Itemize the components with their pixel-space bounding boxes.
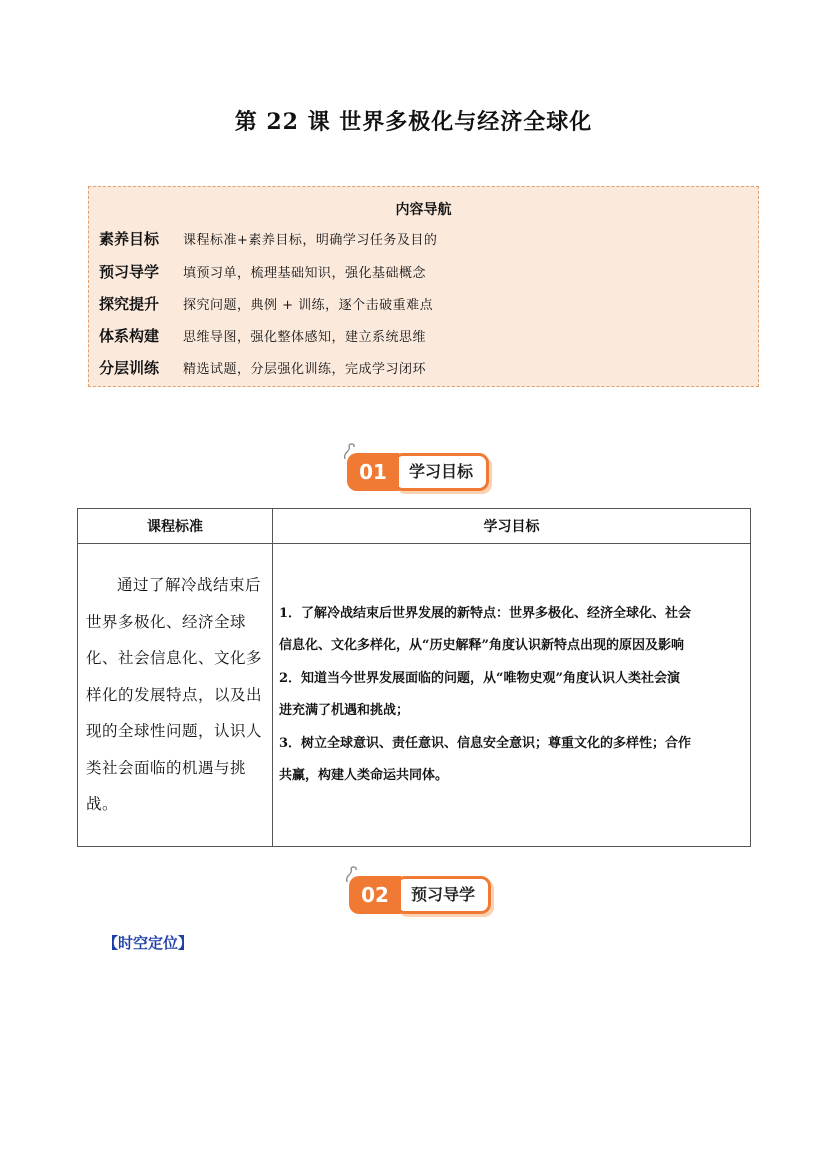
nav-row bbox=[99, 322, 426, 350]
nav-key: 探究提升 bbox=[99, 295, 160, 313]
nav-row bbox=[99, 354, 426, 382]
content-navigation-box bbox=[88, 186, 759, 387]
nav-heading: 内容导航 bbox=[395, 202, 452, 218]
nav-value: 思维导图，强化整体感知，建立系统思维 bbox=[183, 330, 427, 345]
badge-label: 学习目标 bbox=[393, 453, 489, 491]
nav-row bbox=[99, 290, 433, 318]
header-course-standard: 课程标准 bbox=[78, 509, 273, 544]
page-title: 第 22 课 世界多极化与经济全球化 bbox=[234, 109, 593, 135]
objective-line: 进充满了机遇和挑战； bbox=[279, 703, 410, 718]
nav-row bbox=[99, 258, 426, 286]
objective-line: 2．知道当今世界发展面临的问题，从“唯物史观”角度认识人类社会演 bbox=[279, 670, 681, 686]
objective-line: 1．了解冷战结束后世界发展的新特点：世界多极化、经济全球化、社会 bbox=[279, 605, 692, 621]
badge-label: 预习导学 bbox=[395, 876, 491, 914]
nav-key: 体系构建 bbox=[99, 327, 160, 345]
section-tag-time-space: 【时空定位】 bbox=[103, 934, 194, 952]
objective-line: 共赢，构建人类命运共同体。 bbox=[279, 768, 449, 783]
nav-value: 课程标准+素养目标，明确学习任务及目的 bbox=[183, 233, 438, 248]
objective-line: 信息化、文化多样化，从“历史解释”角度认识新特点出现的原因及影响 bbox=[279, 638, 684, 653]
objective-line: 3．树立全球意识、责任意识、信息安全意识；尊重文化的多样性；合作 bbox=[279, 735, 692, 751]
learning-goals-table bbox=[77, 508, 751, 847]
course-standard-cell bbox=[78, 544, 273, 847]
nav-value: 探究问题，典例 + 训练，逐个击破重难点 bbox=[183, 298, 434, 313]
nav-value: 填预习单，梳理基础知识，强化基础概念 bbox=[183, 266, 427, 281]
badge-number: 01 bbox=[347, 453, 399, 491]
nav-key: 预习导学 bbox=[99, 263, 160, 281]
learning-goals-cell bbox=[273, 544, 751, 847]
nav-key: 分层训练 bbox=[99, 359, 160, 377]
table-header-row bbox=[78, 509, 751, 544]
badge-number: 02 bbox=[349, 876, 401, 914]
nav-key: 素养目标 bbox=[99, 230, 160, 248]
header-learning-goals: 学习目标 bbox=[273, 509, 751, 544]
course-standard-text: 通过了解冷战结束后世界多极化、经济全球化、社会信息化、文化多样化的发展特点，以及出现的全球性问题，认识人类社会面临的机遇与挑战。 bbox=[86, 576, 263, 814]
nav-row bbox=[99, 225, 437, 253]
table-row bbox=[78, 544, 751, 847]
nav-value: 精选试题，分层强化训练，完成学习闭环 bbox=[183, 362, 427, 377]
